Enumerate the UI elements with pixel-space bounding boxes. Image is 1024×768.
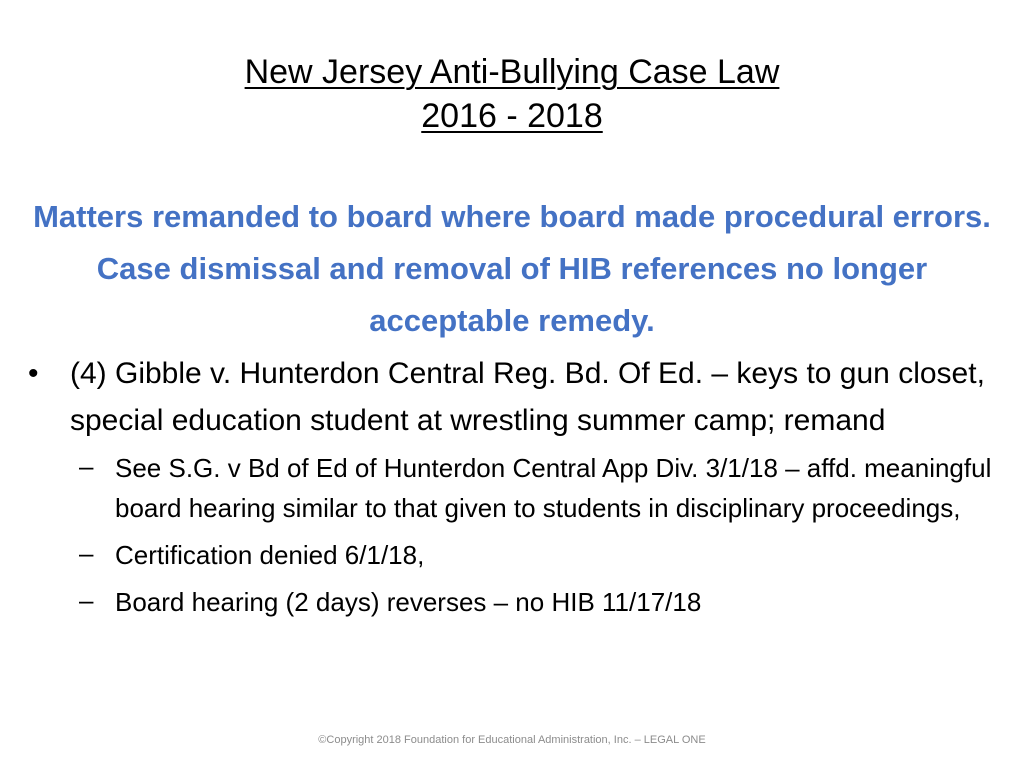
sub-bullet-item: [79, 535, 1000, 575]
bullet-list: [0, 350, 1024, 629]
sub-bullet-item: [79, 582, 1000, 622]
dash-icon: –: [79, 451, 94, 481]
sub-bullet-text: See S.G. v Bd of Ed of Hunterdon Central App Div. 3/1/18 – affd. meaningful board hearing similar to that given to students in disciplinary proceedings,: [115, 453, 992, 523]
sub-bullet-list: [70, 448, 990, 622]
slide-title: [0, 50, 1024, 138]
sub-bullet-text: Board hearing (2 days) reverses – no HIB 11/17/18: [115, 587, 702, 617]
title-line-1: New Jersey Anti-Bullying Case Law: [244, 53, 780, 91]
dash-icon: –: [79, 585, 94, 615]
bullet-dot-icon: •: [28, 357, 39, 390]
bullet-text: (4) Gibble v. Hunterdon Central Reg. Bd. Of Ed. – keys to gun closet, special education student at wrestling summer camp; remand: [70, 357, 985, 437]
slide-subtitle: Matters remanded to board where board made procedural errors. Case dismissal and removal of HIB references no longer acceptable remedy.: [33, 199, 991, 338]
bullet-item: [28, 350, 992, 622]
sub-bullet-text: Certification denied 6/1/18,: [115, 540, 425, 570]
copyright-footer: ©Copyright 2018 Foundation for Educational Administration, Inc. – LEGAL ONE: [318, 734, 706, 746]
sub-bullet-item: [79, 448, 1000, 528]
dash-icon: –: [79, 538, 94, 568]
title-line-2: 2016 - 2018: [421, 97, 603, 135]
